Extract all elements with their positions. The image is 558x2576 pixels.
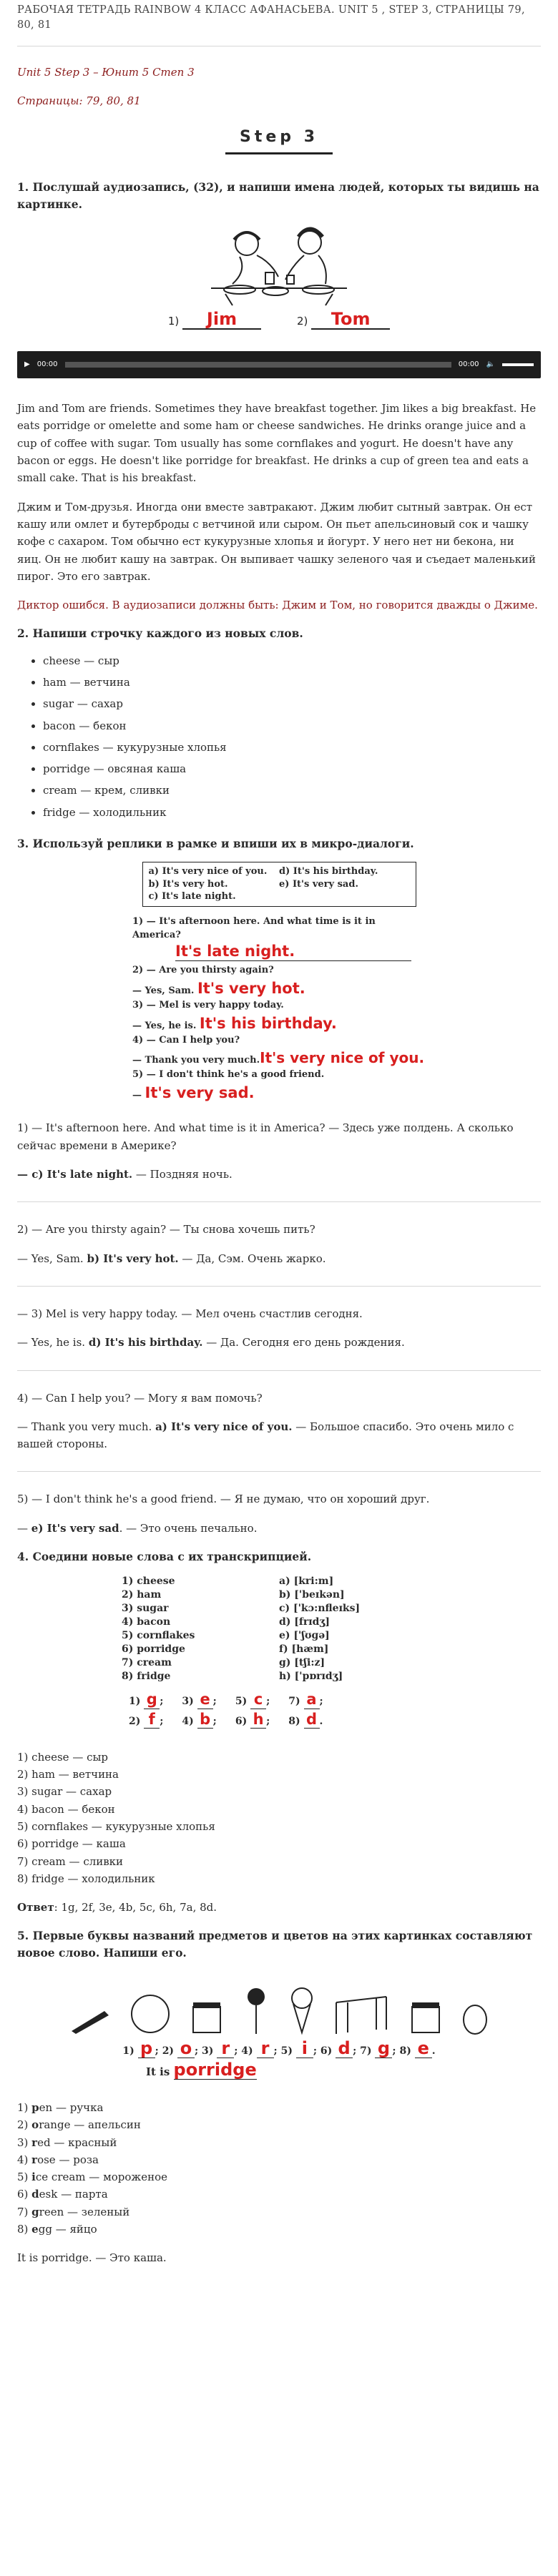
phrase: e) It's very sad. — [279, 878, 358, 890]
ex2-word-list — [17, 652, 541, 821]
list-item: 5) ice cream — мороженое — [17, 2171, 167, 2184]
phrase: b) It's very hot. — [148, 878, 228, 890]
ex5-pictures — [17, 1971, 541, 2035]
list-item: 7) green — зеленый — [17, 2205, 130, 2218]
list-item: • fridge — холодильник — [43, 804, 541, 821]
phrase: a) It's very nice of you. — [148, 866, 268, 877]
list-item: 1) pen — ручка — [17, 2100, 104, 2114]
list-item: 8) egg — яйцо — [17, 2222, 97, 2236]
dialog-2-answer: — Yes, Sam. b) It's very hot. — Да, Сэм. Очень жарко. — [17, 1252, 326, 1265]
rose-icon — [242, 1985, 270, 2035]
divider — [17, 1201, 541, 1202]
ex5-final: It is porridge. — Это каша. — [17, 2251, 167, 2265]
phrase: d) It's his birthday. — [279, 866, 378, 877]
desk-icon — [333, 1992, 391, 2035]
play-icon[interactable]: ▶ — [24, 360, 30, 369]
duration-time: 00:00 — [458, 360, 479, 369]
name-1: 1) Jim — [168, 310, 261, 330]
list-item: 7) cream — сливки — [17, 1854, 124, 1868]
step-title-underline — [225, 152, 333, 154]
list-item: 4) rose — роза — [17, 2153, 99, 2166]
dialog-3-question: — 3) Mel is very happy today. — Мел очень счастлив сегодня. — [17, 1307, 363, 1320]
boys-breakfast-image — [197, 222, 361, 308]
list-item: • bacon — бекон — [43, 717, 541, 734]
ex2-heading: 2. Напиши строчку каждого из новых слов. — [17, 626, 303, 641]
dialog-5-question: 5) — I don't think he's a good friend. — Я не думаю, что он хороший друг. — [17, 1493, 430, 1506]
dialog-question: 4) — Can I help you? — [132, 1035, 240, 1046]
transcription-table: 1) cheese a) [kri:m] 2) ham b) ['beɪkən] 3) sugar c) ['kɔ:nfleɪks] 4) bacon d) [frɪdʒ] 5) cornflakes e) ['ʃʊɡə] 6) porridge f) [hæm] 7) cream g) [tʃi:z] 8) fridge h) ['pɒrɪdʒ] — [122, 1575, 361, 1682]
dialog-4-answer: — Thank you very much. a) It's very nice of you. — Большое спасибо. Это очень мило с вашей стороны. — [17, 1420, 514, 1451]
dialog-scan: 1) — It's afternoon here. And what time is it in America? It's late night. 2) — Are you thirsty again? — Yes, Sam. It's very hot. 3) — Mel is very happy today. — Yes, he is. It's his birthday. 4) — Can I help you? — Thank you very much.It's very nice of you. 5) — I don't think he's a good friend. — It's very sad. — [132, 915, 425, 1102]
dialog-3-answer: — Yes, he is. d) It's his birthday. — Да. Сегодня его день рождения. — [17, 1336, 405, 1350]
ex1-heading: 1. Послушай аудиозапись, (32), и напиши имена людей, которых ты видишь на картинке. — [17, 180, 539, 211]
divider — [17, 1286, 541, 1287]
ex4-heading: 4. Соедини новые слова с их транскрипцией. — [17, 1550, 312, 1564]
dialog-answer: It's very sad. — [145, 1084, 255, 1102]
matching-answers: 1) g ; 3) e ; 5) c ; 7) a ; 2) f ; 4) b ; 6) h ; 8) d . — [129, 1691, 323, 1729]
paint-jar-red-icon — [189, 2000, 225, 2035]
first-letters-answers: 1) p ; 2) o ; 3) r ; 4) r ; 5) i ; 6) d ; 7) g ; 8) e . — [122, 2037, 436, 2058]
dialog-5-answer: — e) It's very sad. — Это очень печально. — [17, 1521, 258, 1535]
audio-player[interactable] — [17, 351, 541, 378]
egg-icon — [461, 2000, 489, 2035]
orange-icon — [129, 1992, 172, 2035]
dialog-answer: It's very nice of you. — [260, 1049, 425, 1067]
ex3-heading: 3. Используй реплики в рамке и впиши их в микро-диалоги. — [17, 837, 414, 851]
list-item: 1) cheese — сыр — [17, 1750, 109, 1764]
answer-tom: Tom — [311, 310, 390, 330]
list-item: 2) ham — ветчина — [17, 1768, 119, 1781]
list-item: 2) orange — апельсин — [17, 2118, 141, 2132]
ex5-list — [17, 2099, 541, 2238]
phrase: c) It's late night. — [148, 891, 236, 903]
pages-meta: Страницы: 79, 80, 81 — [17, 94, 141, 108]
ex5-heading: 5. Первые буквы названий предметов и цветов на этих картинках составляют новое слово. Напиши его. — [17, 1929, 533, 1960]
list-item: 6) porridge — каша — [17, 1837, 126, 1851]
divider — [17, 1471, 541, 1472]
list-item: • cornflakes — кукурузные хлопья — [43, 739, 541, 756]
ex1-text-ru: Джим и Том-друзья. Иногда они вместе завтракают. Джим любит сытный завтрак. Он ест кашу или омлет и бутерброды с ветчиной или сыром. Он пьет апельсиновый сок и чашку кофе с сахаром. Том обычно ест кукурузные хлопья и йогурт. У него нет ни бекона, ни яиц. Он не любит кашу на завтрак. Он выпивает чашку зеленого чая и съедает маленький пирог. Это его завтрак. — [17, 500, 536, 583]
dialog-1-answer: — c) It's late night. — Поздняя ночь. — [17, 1168, 232, 1181]
dialog-question: 5) — I don't think he's a good friend. — [132, 1069, 325, 1081]
names-answers — [17, 310, 541, 330]
list-item: 4) bacon — бекон — [17, 1802, 115, 1816]
dialog-2-question: 2) — Are you thirsty again? — Ты снова хочешь пить? — [17, 1223, 315, 1237]
ex1-text-en: Jim and Tom are friends. Sometimes they have breakfast together. Jim likes a big breakfast. He eats porridge or omelette and some ham or cheese sandwiches. He drinks orange juice and a cup of coffee with sugar. Tom usually has some cornflakes and yogurt. He doesn't have any bacon or eggs. He doesn't like porridge for breakfast. He drinks a cup of green tea and eats a small cake. That is his breakfast. — [17, 402, 537, 485]
dialog-1-question: 1) — It's afternoon here. And what time is it in America? — Здесь уже полдень. А сколько сейчас времени в Америке? — [17, 1121, 514, 1152]
current-time: 00:00 — [36, 360, 58, 369]
list-item: 8) fridge — холодильник — [17, 1872, 155, 1885]
dialog-4-question: 4) — Can I help you? — Могу я вам помочь? — [17, 1391, 263, 1405]
volume-slider[interactable] — [502, 363, 534, 366]
dialog-question: 3) — Mel is very happy today. — [132, 1000, 284, 1011]
answer-jim: Jim — [182, 310, 261, 330]
ice-cream-icon — [288, 1985, 316, 2035]
dialog-answer: It's his birthday. — [199, 1014, 337, 1032]
unit-meta: Unit 5 Step 3 – Юнит 5 Степ 3 — [17, 66, 195, 79]
list-item: • cheese — сыр — [43, 652, 541, 669]
dialog-answer: It's very hot. — [197, 979, 305, 997]
list-item: • ham — ветчина — [43, 674, 541, 691]
ex4-answer: Ответ: 1g, 2f, 3e, 4b, 5c, 6h, 7a, 8d. — [17, 1901, 217, 1914]
list-item: 6) desk — парта — [17, 2188, 108, 2201]
name-2: 2) Tom — [297, 310, 390, 330]
new-word-answer: It is porridge — [146, 2059, 257, 2080]
list-item: 5) cornflakes — кукурузные хлопья — [17, 1819, 215, 1833]
step-title: Step 3 — [240, 127, 318, 146]
volume-icon[interactable]: 🔈 — [486, 360, 495, 369]
dialog-answer: It's late night. — [175, 943, 411, 961]
list-item: 3) sugar — сахар — [17, 1785, 112, 1799]
page-title: РАБОЧАЯ ТЕТРАДЬ RAINBOW 4 КЛАСС АФАНАСЬЕВА. UNIT 5 , STEP 3, СТРАНИЦЫ 79, 80, 81 — [17, 4, 525, 31]
pen-icon — [69, 2007, 112, 2035]
list-item: 3) red — красный — [17, 2135, 117, 2149]
ex1-note: Диктор ошибся. В аудиозаписи должны быть: Джим и Том, но говорится дважды о Джиме. — [17, 599, 538, 612]
audio-progress-bar[interactable] — [65, 362, 451, 368]
divider — [17, 1370, 541, 1371]
ex4-list — [17, 1749, 541, 1887]
list-item: • sugar — сахар — [43, 695, 541, 712]
dialog-question: 2) — Are you thirsty again? — [132, 964, 274, 975]
breakfast-illustration — [17, 222, 541, 308]
paint-jar-green-icon — [408, 2000, 444, 2035]
list-item: • porridge — овсяная каша — [43, 760, 541, 777]
dialog-question: 1) — It's afternoon here. And what time is it in America? — [132, 915, 376, 940]
list-item: • cream — крем, сливки — [43, 782, 541, 799]
phrases-box — [142, 862, 416, 907]
